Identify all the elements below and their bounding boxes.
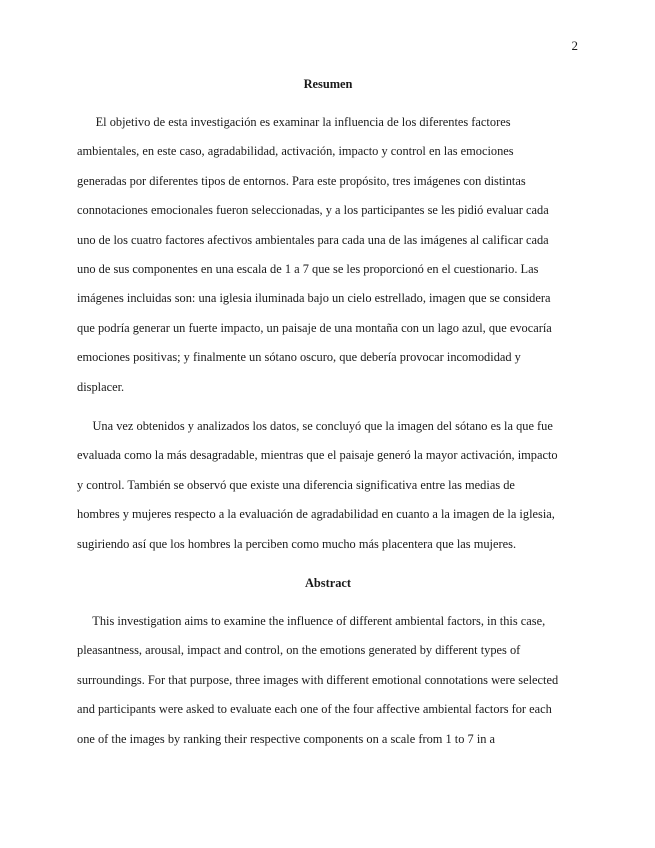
text-line: hombres y mujeres respecto a la evaluación de agradabilidad en cuanto a la imagen de la iglesia, <box>77 507 555 522</box>
abstract-paragraph-1 <box>77 607 579 754</box>
text-line: uno de sus componentes en una escala de 1 a 7 que se les proporcionó en el cuestionario. Las <box>77 262 539 277</box>
text-line: connotaciones emocionales fueron seleccionadas, y a los participantes se les pidió evaluar cada <box>77 203 549 218</box>
text-line: sugiriendo así que los hombres la perciben como mucho más placentera que las mujeres. <box>77 536 517 551</box>
resumen-heading: Resumen <box>303 77 353 91</box>
text-line: El objetivo de esta investigación es examinar la influencia de los diferentes factores <box>77 115 511 129</box>
resumen-paragraph-2 <box>77 412 579 559</box>
text-line: ambientales, en este caso, agradabilidad, activación, impacto y control en las emociones <box>77 144 514 159</box>
text-line: evaluada como la más desagradable, mientras que el paisaje generó la mayor activación, impacto <box>77 448 558 463</box>
text-line: Una vez obtenidos y analizados los datos, se concluyó que la imagen del sótano es la que fue <box>77 419 553 433</box>
text-line: que podría generar un fuerte impacto, un paisaje de una montaña con un lago azul, que evocaría <box>77 320 552 335</box>
abstract-heading: Abstract <box>304 576 352 590</box>
text-line: This investigation aims to examine the influence of different ambiental factors, in this case, <box>77 614 546 628</box>
text-line: pleasantness, arousal, impact and control, on the emotions generated by different types of <box>77 643 521 658</box>
text-line: generadas por diferentes tipos de entornos. Para este propósito, tres imágenes con distintas <box>77 173 526 188</box>
text-line: emociones positivas; y finalmente un sótano oscuro, que debería provocar incomodidad y <box>77 350 521 365</box>
page-number: 2 <box>571 38 578 53</box>
text-line: surroundings. For that purpose, three images with different emotional connotations were selected <box>77 672 559 687</box>
text-line: imágenes incluidas son: una iglesia iluminada bajo un cielo estrellado, imagen que se considera <box>77 291 551 306</box>
text-line: one of the images by ranking their respective components on a scale from 1 to 7 in a <box>77 731 496 746</box>
resumen-paragraph-1 <box>77 108 579 402</box>
text-line: uno de los cuatro factores afectivos ambientales para cada una de las imágenes al calificar cada <box>77 232 549 247</box>
text-line: y control. También se observó que existe una diferencia significativa entre las medias de <box>77 477 515 492</box>
text-line: and participants were asked to evaluate each one of the four affective ambiental factors for each <box>77 702 552 717</box>
text-line: displacer. <box>77 379 125 394</box>
